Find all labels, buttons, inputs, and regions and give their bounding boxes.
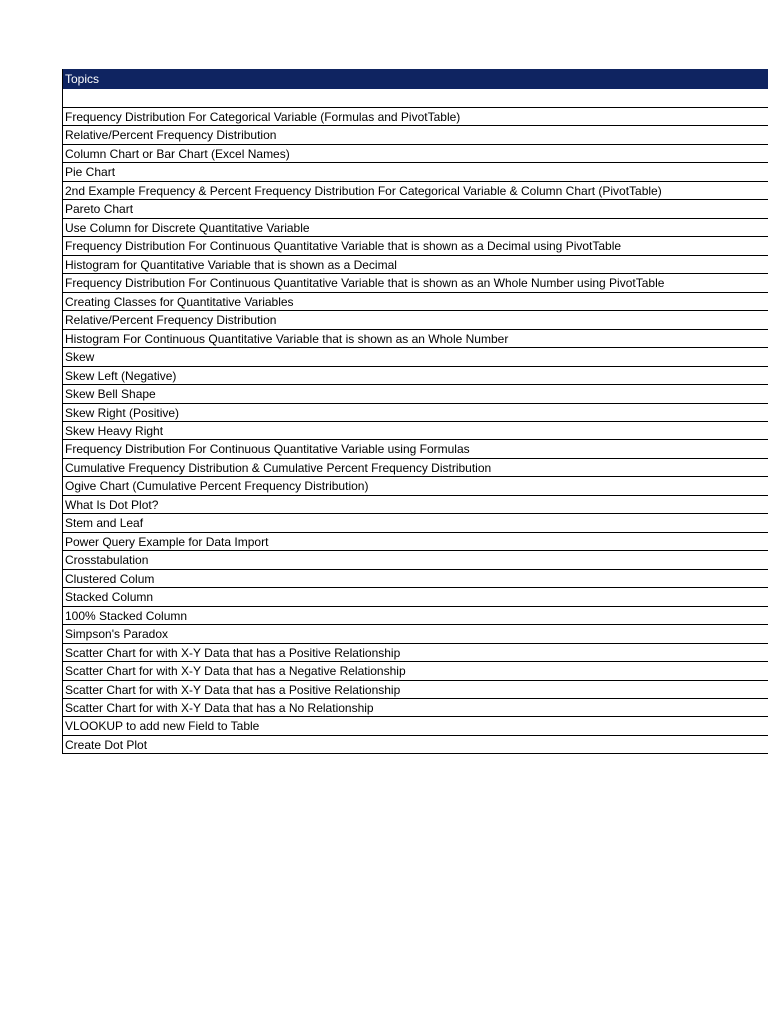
table-row[interactable]: Histogram For Continuous Quantitative Variable that is shown as an Whole Number — [63, 330, 768, 348]
table-row[interactable]: Relative/Percent Frequency Distribution — [63, 126, 768, 144]
topics-table — [62, 69, 768, 754]
table-row[interactable]: Scatter Chart for with X-Y Data that has a Negative Relationship — [63, 662, 768, 680]
table-row[interactable]: Skew Left (Negative) — [63, 367, 768, 385]
table-row[interactable]: Frequency Distribution For Continuous Quantitative Variable that is shown as a Decimal using PivotTable — [63, 237, 768, 255]
table-row[interactable]: Power Query Example for Data Import — [63, 533, 768, 551]
table-row[interactable]: Cumulative Frequency Distribution & Cumulative Percent Frequency Distribution — [63, 459, 768, 477]
table-row[interactable]: Use Column for Discrete Quantitative Variable — [63, 219, 768, 237]
table-body — [62, 107, 768, 754]
table-row[interactable]: Frequency Distribution For Categorical Variable (Formulas and PivotTable) — [63, 108, 768, 126]
table-row[interactable]: What Is Dot Plot? — [63, 496, 768, 514]
table-row[interactable]: Stem and Leaf — [63, 514, 768, 532]
table-row[interactable]: Skew Heavy Right — [63, 422, 768, 440]
table-row[interactable]: Frequency Distribution For Continuous Quantitative Variable using Formulas — [63, 440, 768, 458]
table-row[interactable]: Histogram for Quantitative Variable that is shown as a Decimal — [63, 256, 768, 274]
table-row[interactable]: Scatter Chart for with X-Y Data that has a Positive Relationship — [63, 644, 768, 662]
table-row[interactable]: Relative/Percent Frequency Distribution — [63, 311, 768, 329]
table-row[interactable]: Frequency Distribution For Continuous Quantitative Variable that is shown as an Whole Number using PivotTable — [63, 274, 768, 292]
table-row[interactable]: Skew — [63, 348, 768, 366]
table-row[interactable]: Scatter Chart for with X-Y Data that has a Positive Relationship — [63, 681, 768, 699]
table-row[interactable]: Scatter Chart for with X-Y Data that has a No Relationship — [63, 699, 768, 717]
table-row[interactable]: Creating Classes for Quantitative Variables — [63, 293, 768, 311]
table-row[interactable]: 2nd Example Frequency & Percent Frequency Distribution For Categorical Variable & Column Chart (PivotTable) — [63, 182, 768, 200]
table-row[interactable]: Pie Chart — [63, 163, 768, 181]
table-row[interactable]: Ogive Chart (Cumulative Percent Frequency Distribution) — [63, 477, 768, 495]
table-row[interactable]: VLOOKUP to add new Field to Table — [63, 717, 768, 735]
table-row[interactable]: Pareto Chart — [63, 200, 768, 218]
table-row[interactable]: Create Dot Plot — [63, 736, 768, 754]
table-row[interactable]: Stacked Column — [63, 588, 768, 606]
table-header: Topics — [62, 69, 768, 89]
table-row[interactable]: Simpson's Paradox — [63, 625, 768, 643]
table-row[interactable]: Skew Bell Shape — [63, 385, 768, 403]
table-row[interactable]: Clustered Colum — [63, 570, 768, 588]
table-row[interactable]: 100% Stacked Column — [63, 607, 768, 625]
blank-row — [62, 89, 768, 107]
table-row[interactable]: Crosstabulation — [63, 551, 768, 569]
table-row[interactable]: Column Chart or Bar Chart (Excel Names) — [63, 145, 768, 163]
table-row[interactable]: Skew Right (Positive) — [63, 404, 768, 422]
